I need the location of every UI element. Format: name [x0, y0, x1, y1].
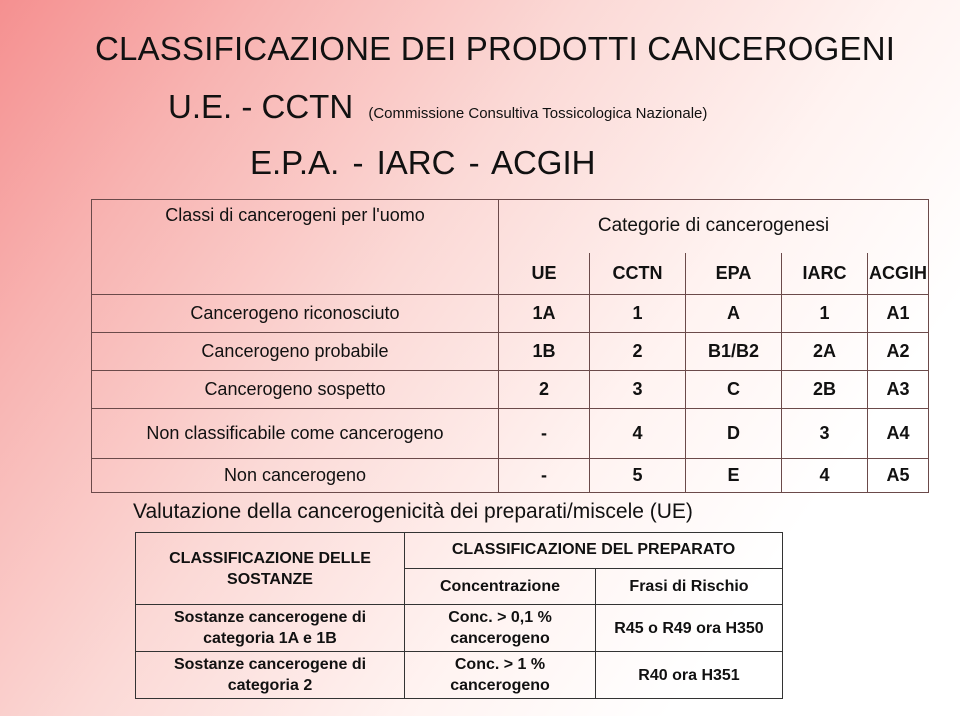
table-row: [136, 652, 783, 699]
cell-acgih: A3: [868, 371, 929, 409]
cell-iarc: 1: [782, 295, 868, 333]
cell-risk-phrase: R45 o R49 ora H350: [596, 605, 783, 652]
col-header-ue: UE: [499, 253, 590, 295]
cell-acgih: A1: [868, 295, 929, 333]
subtitle-epa-iarc-acgih: E.P.A. - IARC - ACGIH: [250, 144, 596, 181]
cell-acgih: A5: [868, 459, 929, 493]
header-preparation-classification: CLASSIFICAZIONE DEL PREPARATO: [405, 533, 783, 569]
cell-cctn: 1: [590, 295, 686, 333]
cell-cctn: 5: [590, 459, 686, 493]
row-label: Cancerogeno sospetto: [92, 371, 499, 409]
cell-iarc: 3: [782, 409, 868, 459]
cell-substance: Sostanze cancerogene di categoria 2: [136, 652, 405, 699]
cell-acgih: A2: [868, 333, 929, 371]
cell-concentration: Conc. > 1 % cancerogeno: [405, 652, 596, 699]
cell-epa: D: [686, 409, 782, 459]
col-header-epa: EPA: [686, 253, 782, 295]
header-human-classes: Classi di cancerogeni per l'uomo: [92, 200, 499, 295]
cell-iarc: 2B: [782, 371, 868, 409]
table-row: [92, 459, 929, 493]
row-label: Non cancerogeno: [92, 459, 499, 493]
cell-epa: B1/B2: [686, 333, 782, 371]
subheader-risk-phrases: Frasi di Rischio: [596, 569, 783, 605]
cell-acgih: A4: [868, 409, 929, 459]
cell-cctn: 3: [590, 371, 686, 409]
cell-epa: E: [686, 459, 782, 493]
cell-iarc: 4: [782, 459, 868, 493]
cell-cctn: 2: [590, 333, 686, 371]
cell-risk-phrase: R40 ora H351: [596, 652, 783, 699]
row-label: Non classificabile come cancerogeno: [92, 409, 499, 459]
cell-ue: 1B: [499, 333, 590, 371]
cell-substance: Sostanze cancerogene di categoria 1A e 1B: [136, 605, 405, 652]
row-label: Cancerogeno riconosciuto: [92, 295, 499, 333]
col-header-iarc: IARC: [782, 253, 868, 295]
table-row: [136, 605, 783, 652]
cell-epa: C: [686, 371, 782, 409]
cell-iarc: 2A: [782, 333, 868, 371]
cell-cctn: 4: [590, 409, 686, 459]
row-label: Cancerogeno probabile: [92, 333, 499, 371]
cell-ue: -: [499, 459, 590, 493]
section-subtitle: Valutazione della cancerogenicità dei preparati/miscele (UE): [133, 500, 693, 523]
table-row: [92, 409, 929, 459]
subtitle-ue-cctn: [168, 88, 707, 126]
table-row: [92, 333, 929, 371]
col-header-acgih: ACGIH: [868, 253, 929, 295]
header-categories: Categorie di cancerogenesi: [499, 200, 929, 253]
cell-concentration: Conc. > 0,1 % cancerogeno: [405, 605, 596, 652]
preparation-classification-table: [135, 532, 783, 699]
cell-ue: 1A: [499, 295, 590, 333]
table-row: [92, 295, 929, 333]
cell-epa: A: [686, 295, 782, 333]
cctn-full-name: (Commissione Consultiva Tossicologica Nazionale): [368, 105, 708, 122]
cell-ue: -: [499, 409, 590, 459]
subheader-concentration: Concentrazione: [405, 569, 596, 605]
carcinogen-categories-table: [91, 199, 929, 493]
col-header-cctn: CCTN: [590, 253, 686, 295]
header-substance-classification: CLASSIFICAZIONE DELLE SOSTANZE: [136, 533, 405, 605]
subtitle-ue-cctn-text: U.E. - CCTN: [168, 88, 354, 125]
table-row: [92, 371, 929, 409]
cell-ue: 2: [499, 371, 590, 409]
page-title: CLASSIFICAZIONE DEI PRODOTTI CANCEROGENI: [95, 30, 896, 67]
